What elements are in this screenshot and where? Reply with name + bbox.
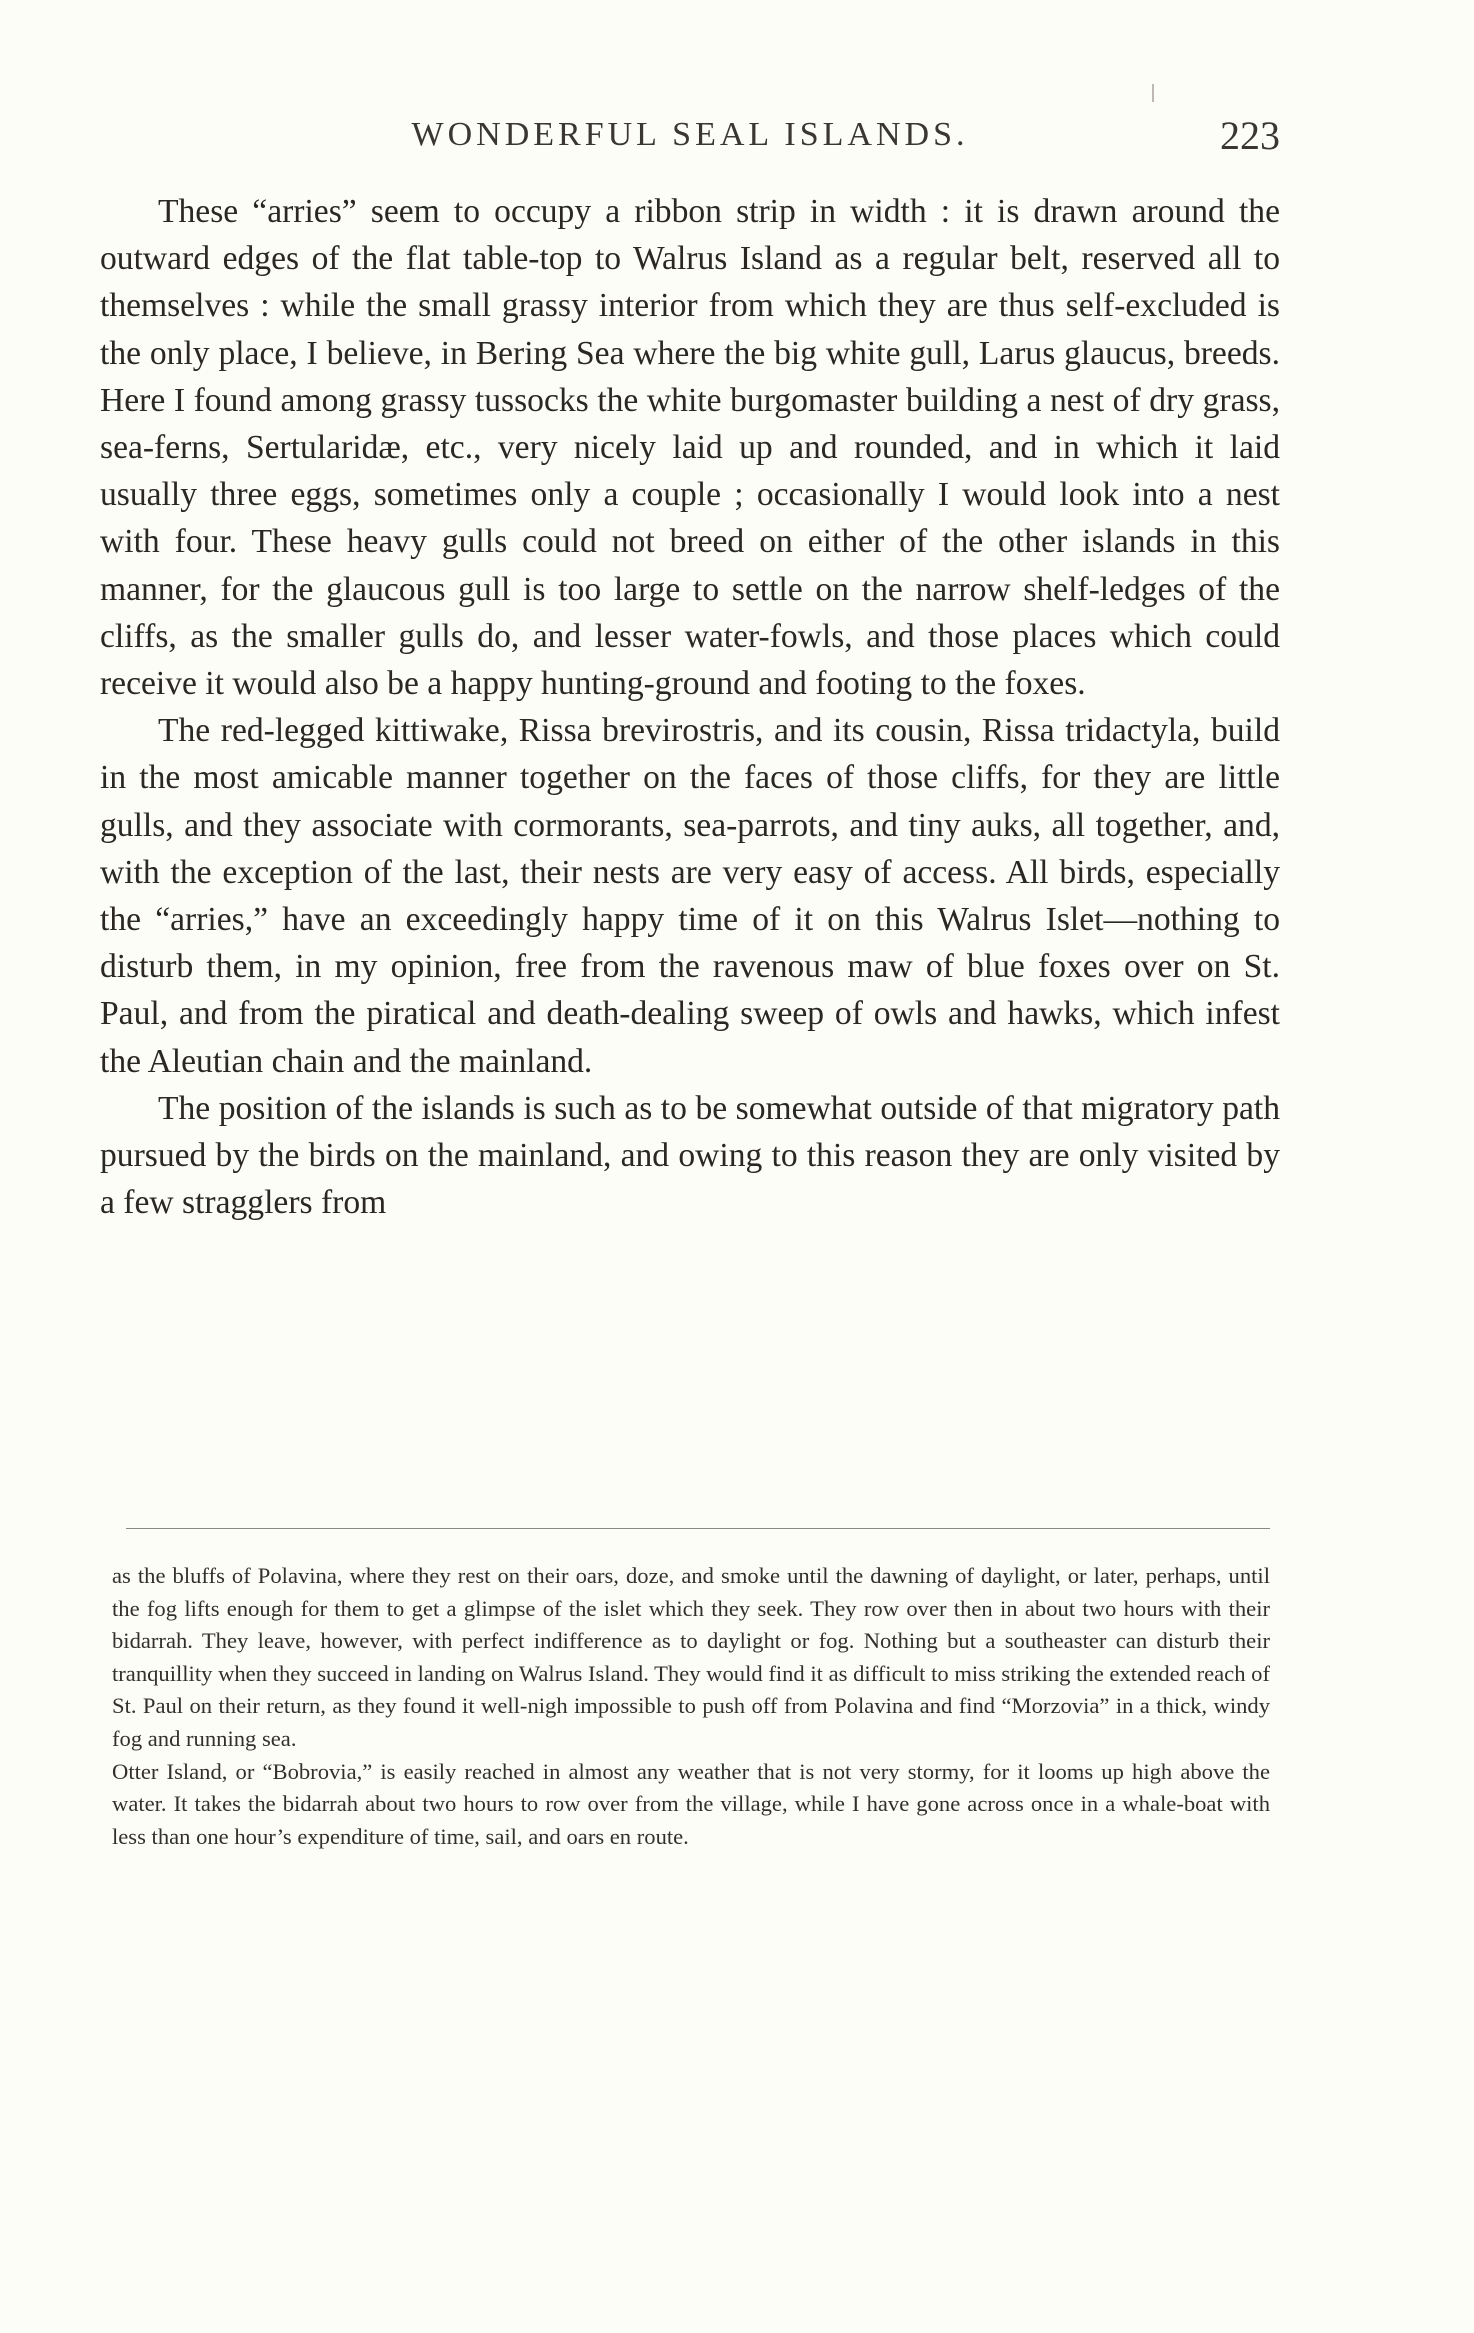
body-paragraph: The red-legged kittiwake, Rissa brevirostris, and its cousin, Rissa tridactyla, build in the most amicable manner together on the faces of those cliffs, for they are little gulls, and they associate with cormorants, sea-parrots, and tiny auks, all together, and, with the exception of the last, their nests are very easy of access. All birds, especially the “arries,” have an exceedingly happy time of it on this Walrus Islet—nothing to disturb them, in my opinion, free from the ravenous maw of blue foxes over on St. Paul, and from the piratical and death-dealing sweep of owls and hawks, which infest the Aleutian chain and the mainland.	[100, 712, 1280, 1080]
footnote-paragraph: as the bluffs of Polavina, where they rest on their oars, doze, and smoke until the dawning of daylight, or later, perhaps, until the fog lifts enough for them to get a glimpse of the islet which they seek. They row over then in about two hours with their bidarrah. They leave, however, with perfect indifference as to daylight or fog. Nothing but a southeaster can disturb their tranquillity when they succeed in landing on Walrus Island. They would find it as difficult to miss striking the extended reach of St. Paul on their return, as they found it well-nigh impossible to push off from Polavina and find “Morzovia” in a thick, windy fog and running sea.	[112, 1563, 1270, 1751]
footnote-rule	[126, 1528, 1270, 1529]
running-title: WONDERFUL SEAL ISLANDS.	[411, 116, 969, 153]
print-mark	[1152, 84, 1154, 102]
running-head	[100, 112, 1280, 162]
body-paragraph: These “arries” seem to occupy a ribbon strip in width : it is drawn around the outward edges of the flat table-top to Walrus Island as a regular belt, reserved all to themselves : while the small grassy interior from which they are thus self-excluded is the only place, I believe, in Bering Sea where the big white gull, Larus glaucus, breeds. Here I found among grassy tussocks the white burgomaster building a nest of dry grass, sea-ferns, Sertularidæ, etc., very nicely laid up and rounded, and in which it laid usually three eggs, sometimes only a couple ; occasionally I would look into a nest with four. These heavy gulls could not breed on either of the other islands in this manner, for the glaucous gull is too large to settle on the narrow shelf-ledges of the cliffs, as the smaller gulls do, and lesser water-fowls, and those places which could receive it would also be a happy hunting-ground and footing to the foxes.	[100, 193, 1280, 703]
body-text	[100, 188, 1280, 1226]
footnote-paragraph: Otter Island, or “Bobrovia,” is easily reached in almost any weather that is not very stormy, for it looms up high above the water. It takes the bidarrah about two hours to row over from the village, while I have gone across once in a whale-boat with less than one hour’s expenditure of time, sail, and oars en route.	[112, 1758, 1270, 1849]
page-number: 223	[1220, 113, 1280, 158]
footnotes	[112, 1560, 1270, 1853]
body-paragraph: The position of the islands is such as to be somewhat outside of that migratory path pursued by the birds on the mainland, and owing to this reason they are only visited by a few stragglers from	[100, 1089, 1280, 1222]
